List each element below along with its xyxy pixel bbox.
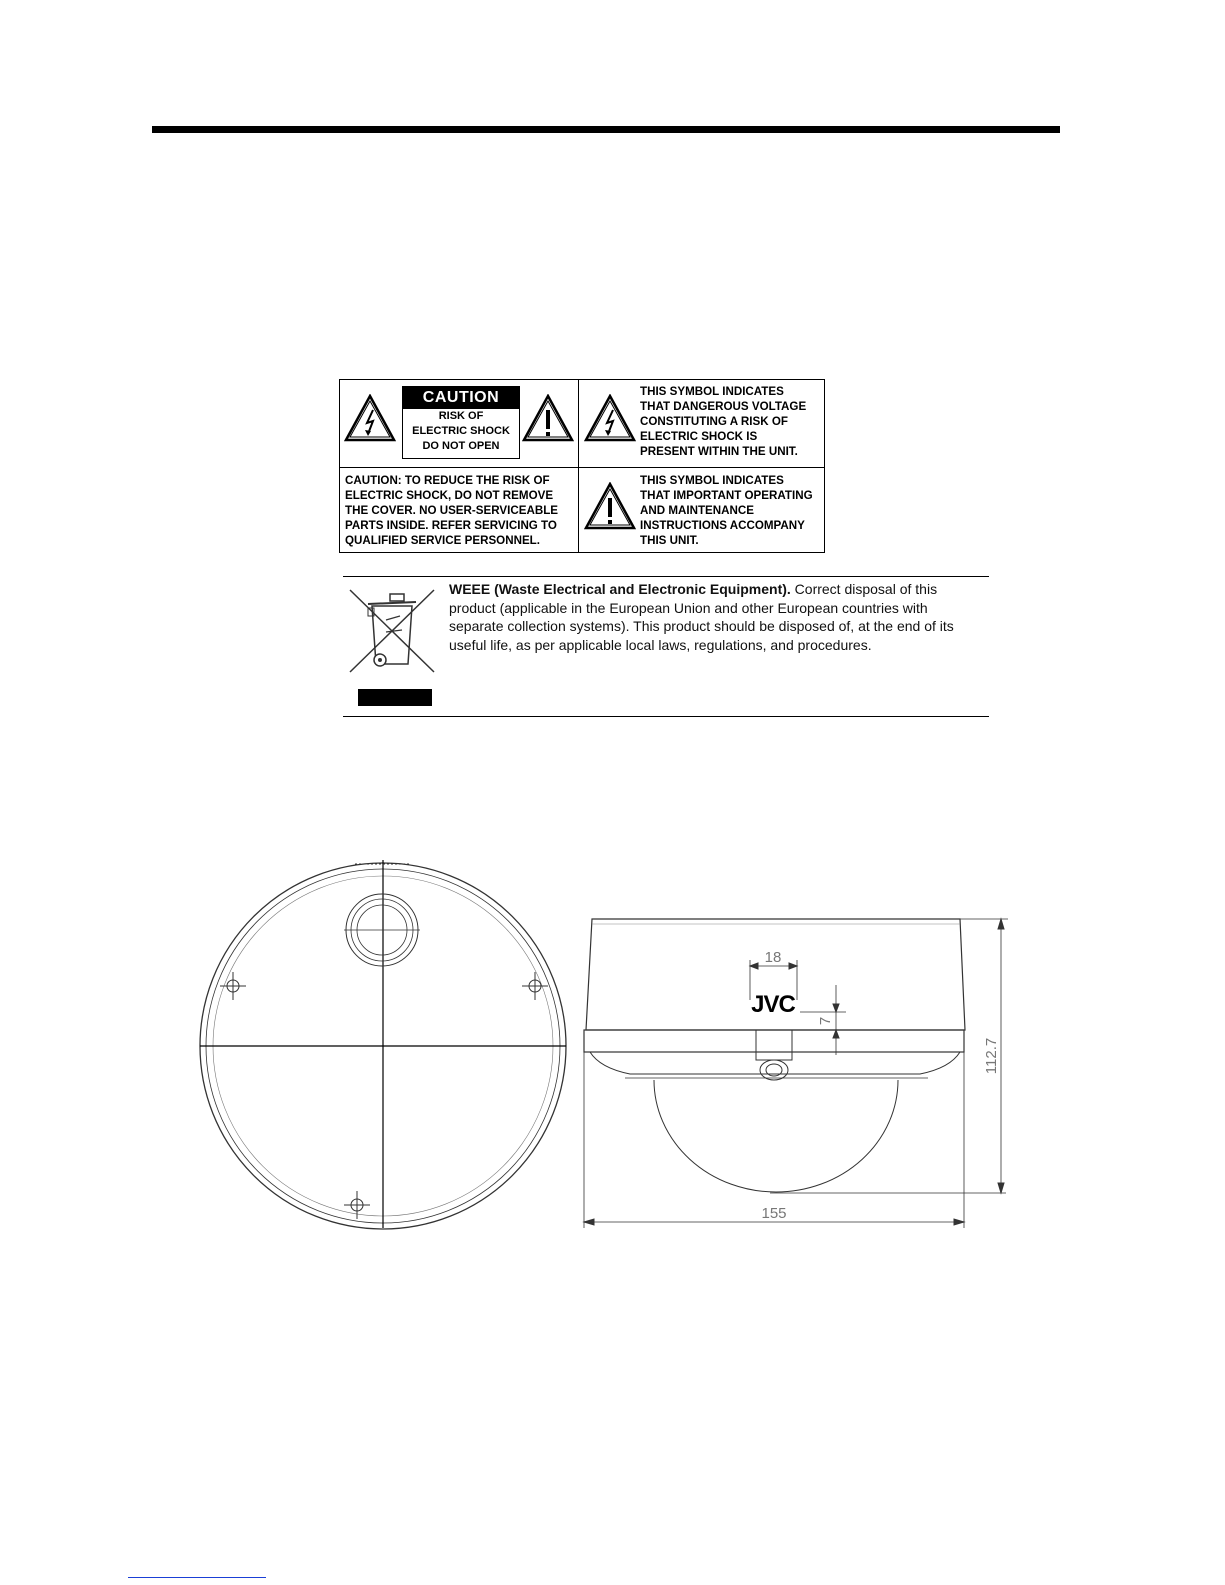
mount-hole-mark — [344, 1191, 370, 1219]
jvc-logo: JVC — [751, 991, 795, 1018]
dimension-drawing — [0, 840, 1225, 1240]
logo-width-label: 18 — [764, 949, 782, 966]
electric-shock-triangle-icon — [344, 394, 396, 442]
text-line: CONSTITUTING A RISK OF — [640, 415, 788, 428]
instruction-symbol-text — [640, 473, 813, 548]
caution-table — [339, 379, 825, 553]
text-line: ELECTRIC SHOCK, DO NOT REMOVE — [345, 489, 554, 502]
width-label: 155 — [761, 1205, 787, 1222]
weee-top-rule — [343, 576, 989, 577]
electric-shock-triangle-icon — [584, 394, 636, 442]
height-label: 112.7 — [983, 1037, 1000, 1075]
table-divider-horizontal — [340, 467, 824, 468]
text-line: ELECTRIC SHOCK IS — [640, 430, 758, 443]
text-line: INSTRUCTIONS ACCOMPANY — [640, 519, 805, 532]
mount-hole-mark — [522, 972, 548, 1000]
text-line: THAT IMPORTANT OPERATING — [640, 489, 813, 502]
mount-hole-mark — [220, 972, 246, 1000]
weee-title: WEEE (Waste Electrical and Electronic Equipment). — [449, 581, 791, 597]
text-line: PARTS INSIDE. REFER SERVICING TO — [345, 519, 557, 532]
footer-link-underline — [128, 1577, 266, 1578]
weee-text — [449, 580, 974, 654]
top-view — [200, 860, 566, 1229]
weee-body: Correct disposal of this product (applicable in the European Union and other European countries with separate collection systems). This product should be disposed of, at the end of its useful life, as per applicable local laws, regulations, and procedures. — [449, 581, 954, 653]
top-rule — [152, 126, 1060, 133]
text-line: THE COVER. NO USER-SERVICEABLE — [345, 504, 559, 517]
caution-instruction-text — [345, 473, 558, 548]
caution-label — [402, 386, 520, 459]
caution-heading: CAUTION — [403, 387, 519, 409]
caution-label-line: ELECTRIC SHOCK — [412, 425, 510, 437]
side-view — [584, 919, 1006, 1193]
text-line: THIS UNIT. — [640, 534, 699, 547]
text-line: THIS SYMBOL INDICATES — [640, 474, 784, 487]
caution-label-line: DO NOT OPEN — [422, 440, 500, 452]
text-line: THIS SYMBOL INDICATES — [640, 385, 784, 398]
weee-black-bar — [358, 689, 432, 706]
exclamation-triangle-icon — [522, 394, 574, 442]
table-divider-vertical — [578, 380, 579, 552]
text-line: CAUTION: TO REDUCE THE RISK OF — [345, 474, 550, 487]
exclamation-triangle-icon — [584, 482, 636, 530]
text-line: AND MAINTENANCE — [640, 504, 755, 517]
weee-bottom-rule — [343, 716, 989, 717]
crossed-out-wheelie-bin-icon — [346, 586, 438, 676]
logo-height-label: 7 — [817, 1016, 834, 1026]
text-line: PRESENT WITHIN THE UNIT. — [640, 445, 798, 458]
text-line: QUALIFIED SERVICE PERSONNEL. — [345, 534, 540, 547]
voltage-symbol-text — [640, 384, 806, 459]
text-line: THAT DANGEROUS VOLTAGE — [640, 400, 807, 413]
caution-label-line: RISK OF — [438, 410, 484, 422]
